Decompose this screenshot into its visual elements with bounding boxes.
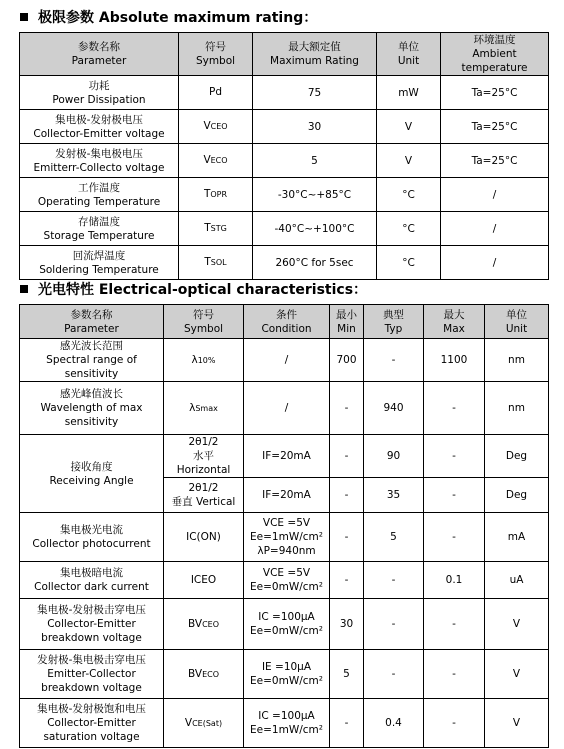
absolute-max-table xyxy=(19,32,549,280)
header-cell: 环境温度 Ambient temperature xyxy=(441,33,549,76)
table-row xyxy=(20,178,549,212)
unit-cell: mA xyxy=(485,513,549,562)
header-cell: 符号 Symbol xyxy=(179,33,253,76)
unit-cell: V xyxy=(485,650,549,699)
min-cell: - xyxy=(330,478,364,513)
table-row xyxy=(20,513,549,562)
symbol-cell: BVECO xyxy=(164,650,244,699)
condition-cell: IE =10μA Ee=0mW/cm² xyxy=(244,650,330,699)
table-row xyxy=(20,562,549,599)
unit-cell: V xyxy=(485,599,549,650)
unit-cell: mW xyxy=(377,76,441,110)
max-cell: - xyxy=(424,650,485,699)
header-cell: 条件 Condition xyxy=(244,305,330,339)
table-header-row xyxy=(20,305,549,339)
param-cell: 集电极-发射极电压 Collector-Emitter voltage xyxy=(20,110,179,144)
param-cell: 接收角度 Receiving Angle xyxy=(20,435,164,513)
param-cell: 发射极-集电极击穿电压 Emitter-Collector breakdown voltage xyxy=(20,650,164,699)
param-cell: 回流焊温度 Soldering Temperature xyxy=(20,246,179,280)
param-cell: 存储温度 Storage Temperature xyxy=(20,212,179,246)
max-cell: 1100 xyxy=(424,339,485,382)
param-cell: 功耗 Power Dissipation xyxy=(20,76,179,110)
symbol-cell: TOPR xyxy=(179,178,253,212)
unit-cell: V xyxy=(485,699,549,748)
square-bullet-icon xyxy=(20,285,28,293)
max-cell: - xyxy=(424,435,485,478)
header-cell: 最大 Max xyxy=(424,305,485,339)
condition-cell: VCE =5V Ee=1mW/cm² λP=940nm xyxy=(244,513,330,562)
rating-cell: 75 xyxy=(253,76,377,110)
typ-cell: 940 xyxy=(364,382,424,435)
table-row xyxy=(20,110,549,144)
ambient-cell: Ta=25°C xyxy=(441,76,549,110)
table-row xyxy=(20,599,549,650)
header-cell: 单位 Unit xyxy=(485,305,549,339)
header-cell: 最大额定值 Maximum Rating xyxy=(253,33,377,76)
symbol-cell: TSTG xyxy=(179,212,253,246)
symbol-cell: TSOL xyxy=(179,246,253,280)
param-cell: 集电极光电流 Collector photocurrent xyxy=(20,513,164,562)
unit-cell: Deg xyxy=(485,435,549,478)
table-header-row xyxy=(20,33,549,76)
table-row xyxy=(20,650,549,699)
table-row xyxy=(20,212,549,246)
electro-optical-table xyxy=(19,304,549,748)
min-cell: - xyxy=(330,382,364,435)
rating-cell: -30°C~+85°C xyxy=(253,178,377,212)
condition-cell: VCE =5V Ee=0mW/cm² xyxy=(244,562,330,599)
typ-cell: - xyxy=(364,339,424,382)
table-row xyxy=(20,435,549,478)
max-cell: - xyxy=(424,599,485,650)
unit-cell: uA xyxy=(485,562,549,599)
symbol-cell: 2θ1/2 垂直 Vertical xyxy=(164,478,244,513)
ambient-cell: Ta=25°C xyxy=(441,110,549,144)
ambient-cell: Ta=25°C xyxy=(441,144,549,178)
symbol-cell: VCEO xyxy=(179,110,253,144)
symbol-cell: VECO xyxy=(179,144,253,178)
section2-title: 光电特性 Electrical-optical characteristics： xyxy=(38,282,368,298)
header-cell: 单位 Unit xyxy=(377,33,441,76)
max-cell: - xyxy=(424,478,485,513)
max-cell: - xyxy=(424,699,485,748)
rating-cell: 260°C for 5sec xyxy=(253,246,377,280)
unit-cell: nm xyxy=(485,382,549,435)
rating-cell: 30 xyxy=(253,110,377,144)
symbol-cell: IC(ON) xyxy=(164,513,244,562)
param-cell: 集电极暗电流 Collector dark current xyxy=(20,562,164,599)
param-cell: 感光峰值波长 Wavelength of max sensitivity xyxy=(20,382,164,435)
rating-cell: 5 xyxy=(253,144,377,178)
section1-heading xyxy=(20,7,317,27)
max-cell: - xyxy=(424,382,485,435)
max-cell: 0.1 xyxy=(424,562,485,599)
param-cell: 工作温度 Operating Temperature xyxy=(20,178,179,212)
typ-cell: 35 xyxy=(364,478,424,513)
unit-cell: V xyxy=(377,110,441,144)
typ-cell: - xyxy=(364,562,424,599)
condition-cell: IF=20mA xyxy=(244,478,330,513)
header-cell: 符号 Symbol xyxy=(164,305,244,339)
table-row xyxy=(20,76,549,110)
table-row xyxy=(20,382,549,435)
table-row xyxy=(20,699,549,748)
condition-cell: IC =100μA Ee=1mW/cm² xyxy=(244,699,330,748)
header-cell: 参数名称 Parameter xyxy=(20,33,179,76)
param-cell: 感光波长范围 Spectral range of sensitivity xyxy=(20,339,164,382)
unit-cell: °C xyxy=(377,246,441,280)
min-cell: 5 xyxy=(330,650,364,699)
ambient-cell: / xyxy=(441,178,549,212)
table-row xyxy=(20,246,549,280)
symbol-cell: λSmax xyxy=(164,382,244,435)
unit-cell: nm xyxy=(485,339,549,382)
min-cell: - xyxy=(330,699,364,748)
unit-cell: Deg xyxy=(485,478,549,513)
condition-cell: / xyxy=(244,382,330,435)
symbol-cell: λ10% xyxy=(164,339,244,382)
table-row xyxy=(20,339,549,382)
header-cell: 参数名称 Parameter xyxy=(20,305,164,339)
square-bullet-icon xyxy=(20,13,28,21)
typ-cell: - xyxy=(364,650,424,699)
min-cell: 700 xyxy=(330,339,364,382)
condition-cell: IF=20mA xyxy=(244,435,330,478)
unit-cell: °C xyxy=(377,178,441,212)
condition-cell: / xyxy=(244,339,330,382)
symbol-cell: Pd xyxy=(179,76,253,110)
section1-title: 极限参数 Absolute maximum rating： xyxy=(38,10,318,26)
symbol-cell: BVCEO xyxy=(164,599,244,650)
typ-cell: 90 xyxy=(364,435,424,478)
min-cell: - xyxy=(330,435,364,478)
typ-cell: 5 xyxy=(364,513,424,562)
param-cell: 发射极-集电极电压 Emitterr-Collecto voltage xyxy=(20,144,179,178)
symbol-cell: VCE(Sat) xyxy=(164,699,244,748)
typ-cell: - xyxy=(364,599,424,650)
param-cell: 集电极-发射极击穿电压 Collector-Emitter breakdown voltage xyxy=(20,599,164,650)
section2-heading xyxy=(20,279,367,299)
unit-cell: V xyxy=(377,144,441,178)
max-cell: - xyxy=(424,513,485,562)
param-cell: 集电极-发射极饱和电压 Collector-Emitter saturation voltage xyxy=(20,699,164,748)
ambient-cell: / xyxy=(441,246,549,280)
symbol-cell: 2θ1/2 水平 Horizontal xyxy=(164,435,244,478)
rating-cell: -40°C~+100°C xyxy=(253,212,377,246)
condition-cell: IC =100μA Ee=0mW/cm² xyxy=(244,599,330,650)
unit-cell: °C xyxy=(377,212,441,246)
min-cell: - xyxy=(330,562,364,599)
ambient-cell: / xyxy=(441,212,549,246)
min-cell: - xyxy=(330,513,364,562)
typ-cell: 0.4 xyxy=(364,699,424,748)
header-cell: 典型 Typ xyxy=(364,305,424,339)
min-cell: 30 xyxy=(330,599,364,650)
table-row xyxy=(20,144,549,178)
symbol-cell: ICEO xyxy=(164,562,244,599)
header-cell: 最小 Min xyxy=(330,305,364,339)
